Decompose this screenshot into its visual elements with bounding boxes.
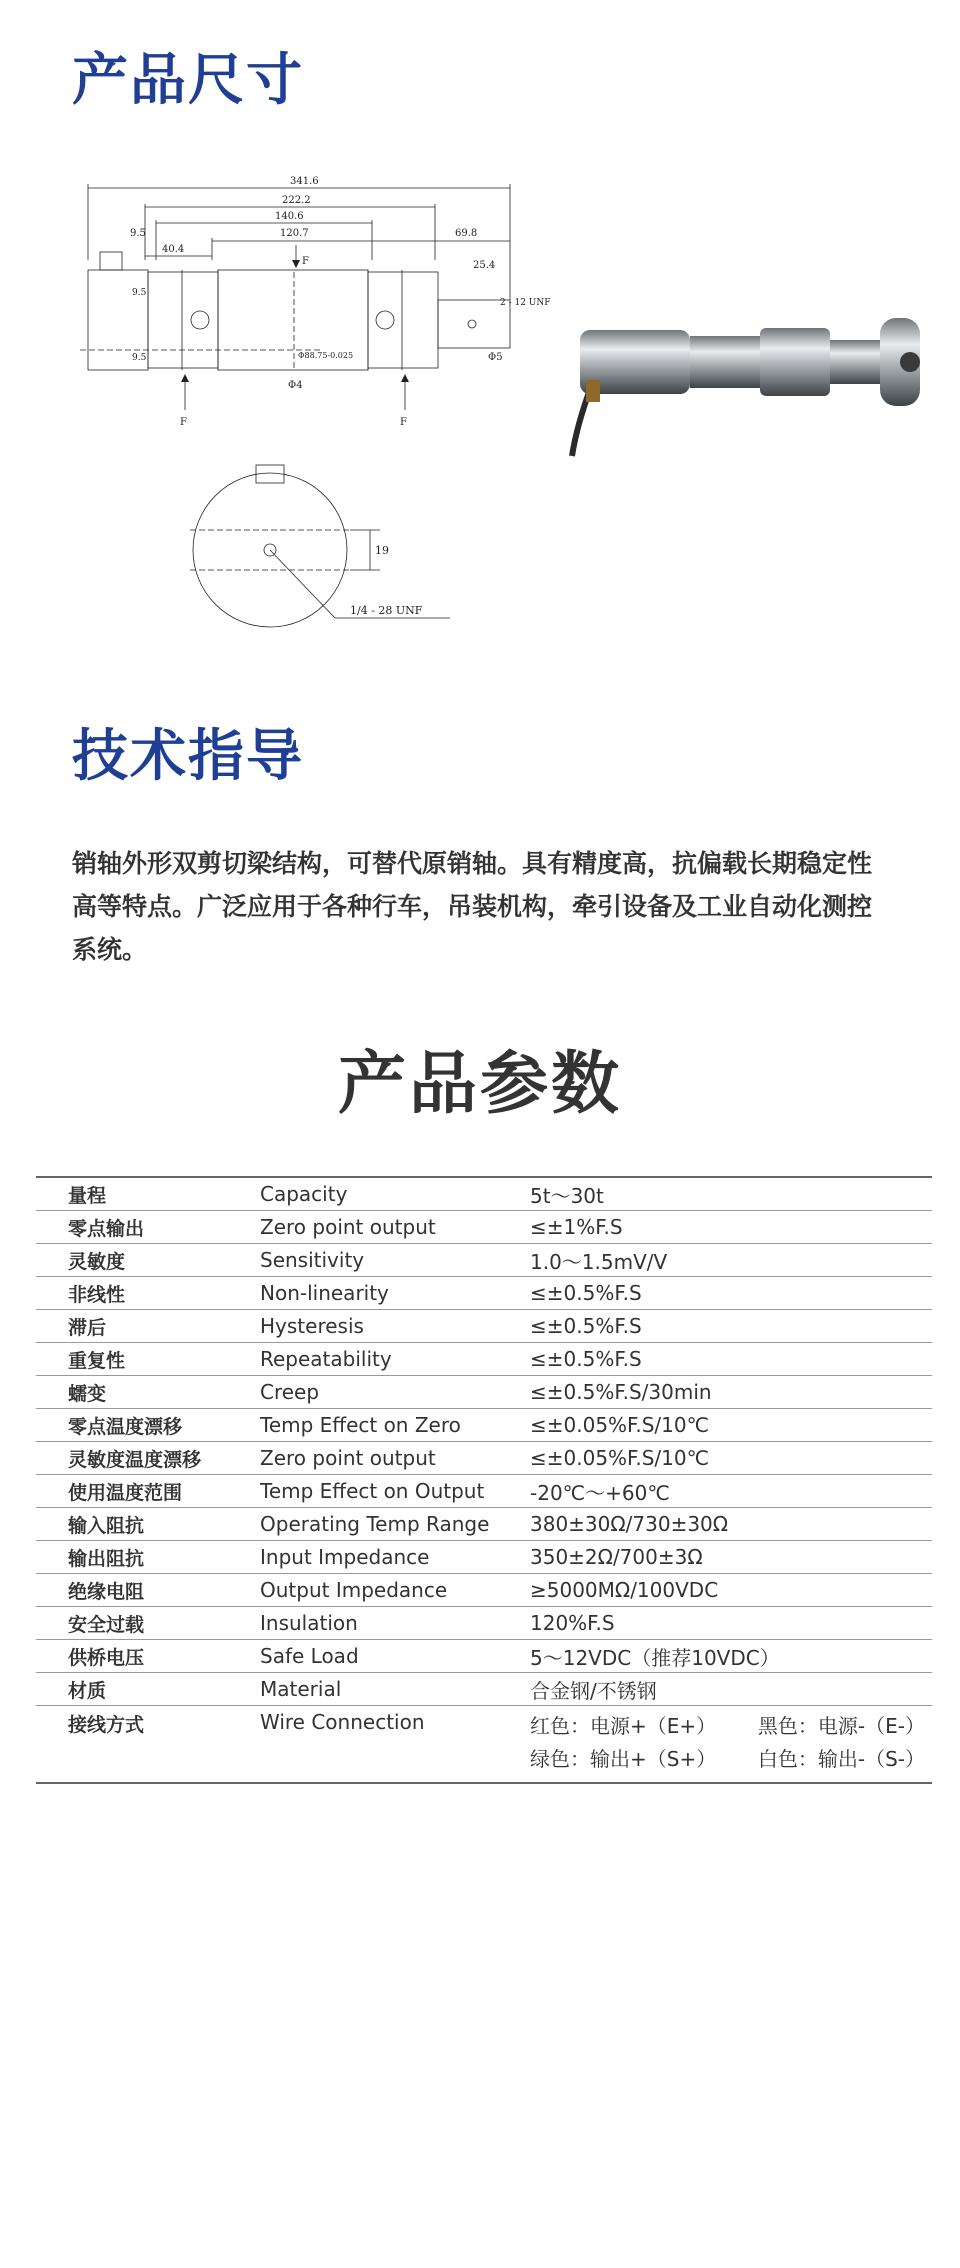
param-name-en: Zero point output — [260, 1442, 530, 1475]
param-name-en: Material — [260, 1673, 530, 1706]
param-value: ≤±0.5%F.S — [530, 1310, 932, 1343]
param-name-cn: 使用温度范围 — [36, 1475, 260, 1508]
param-value: ≤±0.05%F.S/10℃ — [530, 1442, 932, 1475]
param-name-en: Operating Temp Range — [260, 1508, 530, 1541]
wire-red: 红色：电源+（E+） — [530, 1714, 717, 1738]
param-name-en: Wire Connection — [260, 1706, 530, 1784]
dimension-drawing — [70, 160, 551, 480]
param-name-cn: 材质 — [36, 1673, 260, 1706]
dim-9-5-label: 9.5 — [132, 353, 147, 363]
dim-9-5-label: 9.5 — [132, 288, 147, 298]
param-value: 120%F.S — [530, 1607, 932, 1640]
dim-341-label: 341.6 — [290, 176, 319, 187]
param-value: 380±30Ω/730±30Ω — [530, 1508, 932, 1541]
table-row — [36, 1409, 932, 1442]
param-value: 合金钢/不锈钢 — [530, 1673, 932, 1706]
param-name-cn: 安全过载 — [36, 1607, 260, 1640]
param-value: -20℃～+60℃ — [530, 1475, 932, 1508]
dim-19-label: 19 — [375, 544, 389, 557]
param-value: ≤±0.5%F.S — [530, 1343, 932, 1376]
dim-140-label: 140.6 — [275, 211, 304, 222]
dim-40-label: 40.4 — [162, 244, 185, 255]
table-row — [36, 1310, 932, 1343]
params-title: 产品参数 — [337, 1045, 622, 1124]
param-name-en: Insulation — [260, 1607, 530, 1640]
param-name-cn: 供桥电压 — [36, 1640, 260, 1673]
spec-table — [36, 1176, 932, 1784]
table-row — [36, 1475, 932, 1508]
param-value: ≤±1%F.S — [530, 1211, 932, 1244]
table-row — [36, 1574, 932, 1607]
dim-phi-4-label: Φ4 — [288, 380, 303, 391]
param-name-en: Sensitivity — [260, 1244, 530, 1277]
param-value-wire — [530, 1706, 932, 1784]
param-name-cn: 零点温度漂移 — [36, 1409, 260, 1442]
param-name-en: Capacity — [260, 1177, 530, 1211]
table-row — [36, 1673, 932, 1706]
param-name-cn: 蠕变 — [36, 1376, 260, 1409]
param-name-cn: 接线方式 — [36, 1706, 260, 1784]
param-name-cn: 输入阻抗 — [36, 1508, 260, 1541]
wire-white: 白色：输出-（S-） — [757, 1747, 925, 1771]
table-row — [36, 1607, 932, 1640]
param-value: 5～12VDC（推荐10VDC） — [530, 1640, 932, 1673]
param-value: ≤±0.05%F.S/10℃ — [530, 1409, 932, 1442]
param-name-en: Non-linearity — [260, 1277, 530, 1310]
table-row — [36, 1277, 932, 1310]
dimensions-title: 产品尺寸 — [72, 48, 304, 113]
param-name-en: Temp Effect on Zero — [260, 1409, 530, 1442]
table-row — [36, 1442, 932, 1475]
force-label-right: F — [400, 417, 407, 428]
param-name-cn: 非线性 — [36, 1277, 260, 1310]
wire-green: 绿色：输出+（S+） — [530, 1747, 717, 1771]
param-name-cn: 滞后 — [36, 1310, 260, 1343]
table-row — [36, 1343, 932, 1376]
dim-25-label: 25.4 — [473, 260, 496, 271]
dim-phi-5-label: Φ5 — [488, 352, 503, 363]
param-name-cn: 绝缘电阻 — [36, 1574, 260, 1607]
section-drawing — [180, 450, 480, 650]
param-name-en: Output Impedance — [260, 1574, 530, 1607]
param-name-cn: 重复性 — [36, 1343, 260, 1376]
wire-line-power — [530, 1710, 925, 1743]
param-value: 5t～30t — [530, 1177, 932, 1211]
table-row — [36, 1244, 932, 1277]
thread-bottom-label: 1/4 - 28 UNF — [350, 604, 423, 617]
tech-title: 技术指导 — [72, 724, 304, 789]
param-name-en: Zero point output — [260, 1211, 530, 1244]
product-photo — [570, 300, 940, 490]
param-name-cn: 输出阻抗 — [36, 1541, 260, 1574]
dim-69-label: 69.8 — [455, 228, 478, 239]
wire-line-signal — [530, 1743, 925, 1776]
dim-phi-88-label: Φ88.75-0.025 — [298, 351, 354, 360]
param-name-en: Input Impedance — [260, 1541, 530, 1574]
table-row — [36, 1640, 932, 1673]
table-row — [36, 1376, 932, 1409]
param-name-en: Repeatability — [260, 1343, 530, 1376]
param-name-en: Creep — [260, 1376, 530, 1409]
param-name-cn: 灵敏度温度漂移 — [36, 1442, 260, 1475]
force-label-top: F — [302, 256, 309, 267]
param-value: 1.0～1.5mV/V — [530, 1244, 932, 1277]
dim-120-label: 120.7 — [280, 228, 309, 239]
param-name-en: Safe Load — [260, 1640, 530, 1673]
param-value: 350±2Ω/700±3Ω — [530, 1541, 932, 1574]
table-row-wire — [36, 1706, 932, 1784]
dim-222-label: 222.2 — [282, 195, 311, 206]
param-value: ≥5000MΩ/100VDC — [530, 1574, 932, 1607]
param-value: ≤±0.5%F.S — [530, 1277, 932, 1310]
param-name-en: Temp Effect on Output — [260, 1475, 530, 1508]
table-row — [36, 1211, 932, 1244]
thread-side-label: 2 - 12 UNF — [500, 298, 551, 308]
description-text: 销轴外形双剪切梁结构，可替代原销轴。具有精度高，抗偏载长期稳定性高等特点。广泛应用于各种行车，吊装机构，牵引设备及工业自动化测控系统。 — [72, 849, 873, 964]
wire-black: 黑色：电源-（E-） — [757, 1714, 925, 1738]
table-row — [36, 1508, 932, 1541]
table-row — [36, 1177, 932, 1211]
param-name-cn: 量程 — [36, 1177, 260, 1211]
dim-9-5-label: 9.5 — [130, 228, 146, 239]
param-name-cn: 零点输出 — [36, 1211, 260, 1244]
param-value: ≤±0.5%F.S/30min — [530, 1376, 932, 1409]
force-label-left: F — [180, 417, 187, 428]
table-row — [36, 1541, 932, 1574]
param-name-en: Hysteresis — [260, 1310, 530, 1343]
param-name-cn: 灵敏度 — [36, 1244, 260, 1277]
